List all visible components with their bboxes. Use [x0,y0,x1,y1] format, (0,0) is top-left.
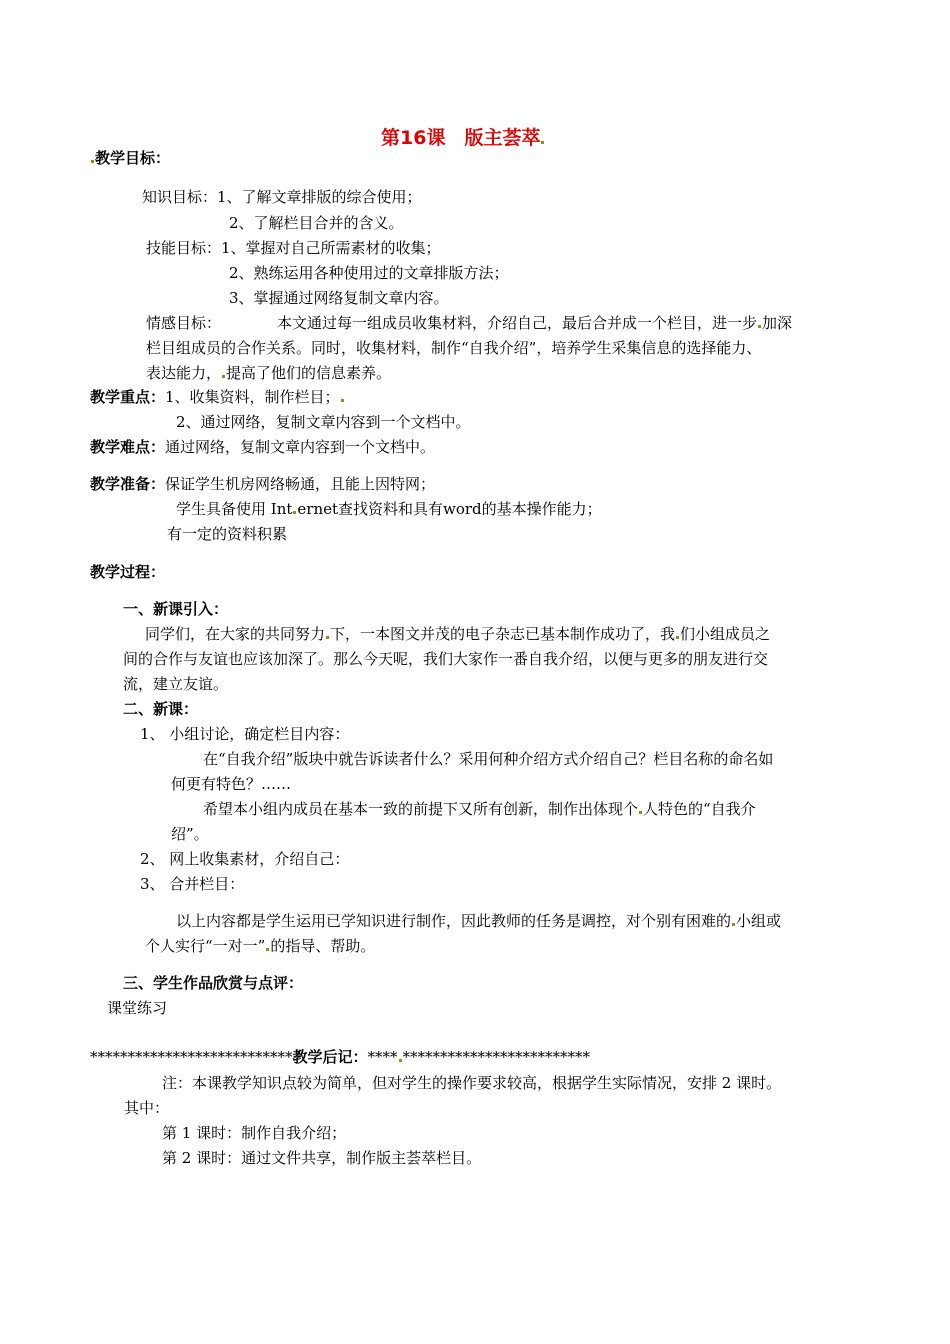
skill-objective-2: 2、熟练运用各种使用过的文章排版方法； [229,264,509,282]
mark-dot [266,948,269,951]
mark-dot [222,375,225,378]
postscript-note-line-1: 注：本课教学知识点较为简单，但对学生的操作要求较高，根据学生实际情况，安排 2 课时。 [162,1074,782,1092]
mark-dot [758,325,761,328]
step-2: 2、 网上收集素材，介绍自己： [140,850,350,868]
mark-dot [732,923,735,926]
step-1-paragraph-line-2: 绍”。 [171,825,209,843]
step-3: 3、 合并栏目： [140,875,245,893]
step-1-question-line-2: 何更有特色？…… [171,775,292,793]
mark-dot [326,636,329,639]
knowledge-objective-2: 2、了解栏目合并的含义。 [229,214,404,232]
section-1-line-2: 间的合作与友谊也应该加深了。那么今天呢，我们大家作一番自我介绍，以便与更多的朋友进行交 [123,650,769,668]
classroom-practice: 课堂练习 [107,999,168,1017]
summary-line-2: 个人实行“一对一” 的指导、帮助。 [145,937,376,955]
mark-dot [341,399,344,402]
page-title: 第16课 版主荟萃 [381,127,545,149]
postscript-heading: ***************************教学后记：**** ************************* [90,1048,591,1066]
postscript-note-line-2: 其中： [124,1099,170,1117]
knowledge-objective-1: 知识目标：1、了解文章排版的综合使用； [142,188,422,206]
section-1-heading: 一、新课引入： [123,600,229,618]
preparation-line-2: 学生具备使用 Int ernet查找资料和具有word的基本操作能力； [176,500,602,518]
objectives-heading: 教学目标： [90,147,170,169]
emotion-objective-line-2: 栏目组成员的合作关系。同时，收集材料，制作“自我介绍”，培养学生采集信息的选择能力、 [146,339,762,357]
key-points-line-1: 教学重点：1、收集资料，制作栏目； [90,386,345,408]
mark-dot [91,160,94,163]
mark-dot [399,1059,402,1062]
section-3-heading: 三、学生作品欣赏与点评： [123,974,304,992]
mark-dot [293,511,296,514]
preparation-line-3: 有一定的资料积累 [167,525,288,543]
skill-objective-1: 技能目标：1、掌握对自己所需素材的收集； [146,239,441,257]
summary-line-1: 以上内容都是学生运用已学知识进行制作，因此教师的任务是调控，对个别有困难的 小组或 [176,912,782,930]
key-points-line-2: 2、通过网络，复制文章内容到一个文档中。 [176,413,471,431]
section-1-line-3: 流，建立友谊。 [123,675,229,693]
preparation-line-1: 教学准备：保证学生机房网络畅通，且能上因特网； [90,475,436,493]
mark-dot [541,141,544,144]
step-1-paragraph-line-1: 希望本小组内成员在基本一致的前提下又所有创新，制作出体现个 人特色的“自我介 [203,800,756,818]
postscript-lesson-1: 第 1 课时：制作自我介绍； [162,1124,347,1142]
mark-dot [639,811,642,814]
process-heading: 教学过程： [90,563,166,581]
difficult-points: 教学难点：通过网络，复制文章内容到一个文档中。 [90,438,436,456]
emotion-objective-line-3: 表达能力， 提高了他们的信息素养。 [146,364,392,382]
skill-objective-3: 3、掌握通过网络复制文章内容。 [229,289,449,307]
mark-dot [676,636,679,639]
postscript-lesson-2: 第 2 课时：通过文件共享，制作版主荟萃栏目。 [162,1149,482,1167]
section-2-heading: 二、新课： [123,700,199,718]
step-1-question-line-1: 在“自我介绍”版块中就告诉读者什么？采用何种介绍方式介绍自己？栏目名称的命名如 [203,750,774,768]
section-1-line-1: 同学们，在大家的共同努力 下，一本图文并茂的电子杂志已基本制作成功了，我 们小组成员之 [145,625,771,643]
emotion-objective-line-1: 情感目标： 本文通过每一组成员收集材料，介绍自己，最后合并成一个栏目，进一步 加深 [146,314,793,332]
step-1: 1、 小组讨论，确定栏目内容： [140,725,350,743]
